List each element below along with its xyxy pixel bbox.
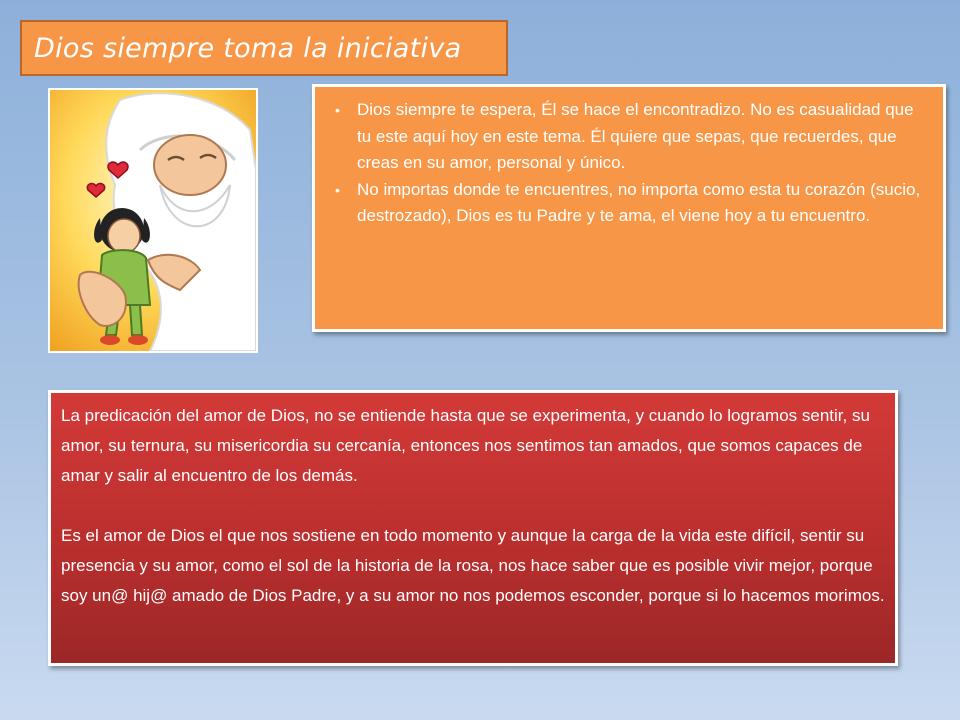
slide-title-box — [20, 20, 508, 76]
bullet-text: No importas donde te encuentres, no importa como esta tu corazón (sucio, destrozado), Dios es tu Padre y te ama, el viene hoy a tu encuentro. — [357, 179, 921, 225]
bullet-icon: • — [335, 181, 340, 198]
paragraph: Es el amor de Dios el que nos sostiene en todo momento y aunque la carga de la vida este difícil, sentir su presencia y su amor, como el sol de la historia de la rosa, nos hace saber que es posible vivir mejor, porque soy un@ hij@ amado de Dios Padre, y a su amor no nos podemos esconder, porque si lo hacemos morimos. — [61, 526, 885, 605]
god-embracing-child-illustration — [50, 90, 256, 351]
bullet-icon: • — [335, 102, 340, 118]
list-item — [333, 177, 925, 230]
illustration-frame — [48, 88, 258, 353]
bullet-text: Dios siempre te espera, Él se hace el encontradizo. No es casualidad que tu este aquí hoy en este tema. Él quiere que sepas, que recuerdes, que creas en su amor, personal y único. — [357, 100, 914, 172]
list-item — [333, 97, 925, 177]
paragraph: La predicación del amor de Dios, no se entiende hasta que se experimenta, y cuando lo logramos sentir, su amor, su ternura, su misericordia su cercanía, entonces nos sentimos tan amados, que somos capaces de amar y salir al encuentro de los demás. — [61, 406, 870, 485]
bullet-box — [312, 84, 946, 332]
bullet-list — [333, 97, 925, 230]
slide-title: Dios siempre toma la iniciativa — [34, 32, 462, 64]
paragraph-box — [48, 390, 898, 666]
